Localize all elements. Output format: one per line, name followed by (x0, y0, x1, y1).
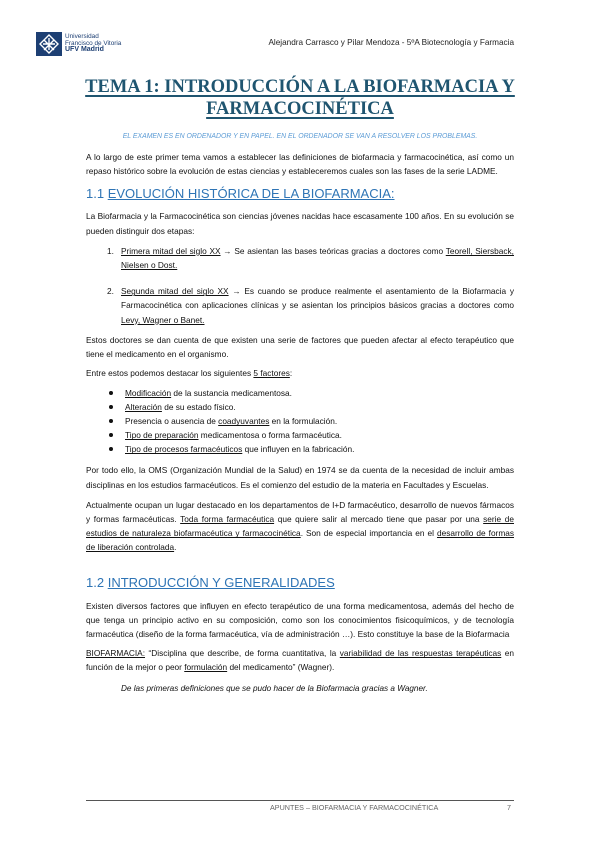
s1-paragraph-3 (86, 366, 514, 380)
underlined-text: formulación (184, 662, 228, 673)
page-number: 7 (507, 803, 511, 812)
text-segment: A lo largo de este primer tema vamos a establecer las definiciones de biofarmacia y farmacocinética, así como un repaso histórico sobre la evolución de estas ciencias y estableceremos cuales son las fases de la serie LADME. (86, 152, 514, 177)
s1-paragraph-1 (86, 209, 514, 237)
text-segment: Actualmente ocupan un lugar destacado en los departamentos de I+D farmacéutico, desarrollo de nuevos fármacos y formas farmacéuticas. (86, 499, 514, 525)
underlined-text: variabilidad de las respuestas terapéuticas (339, 648, 502, 659)
text-segment: en función de la mejor o peor (86, 648, 514, 673)
text-segment: Entre estos podemos destacar los siguientes (86, 368, 254, 379)
list-item-2: 2. Segunda mitad del siglo XX → Es cuando se produce realmente el asentamiento de la Biofarmacia y Farmacocinética con aplicaciones clínicas y se asientan los principios básicos gracias a doctores como Levy, Wagner o Banet. (107, 286, 514, 325)
underlined-text: Primera mitad del siglo XX (121, 245, 221, 256)
factors-list (107, 386, 514, 456)
s2-paragraph-1 (86, 599, 514, 642)
biofarmacia-definition (86, 646, 514, 674)
underlined-text: Toda forma farmacéutica (180, 514, 275, 525)
text-segment: . (174, 542, 177, 553)
underlined-text: BIOFARMACIA: (86, 648, 146, 659)
underlined-text: Modificación (125, 388, 172, 399)
title-line-1: TEMA 1: INTRODUCCIÓN A LA BIOFARMACIA Y (85, 77, 515, 97)
underlined-text: Tipo de procesos farmacéuticos (125, 444, 243, 455)
text-segment: medicamentosa o forma farmacéutica. (198, 430, 342, 441)
page-body (0, 76, 600, 695)
underlined-text: Levy, Wagner o Banet. (121, 314, 205, 325)
s1-paragraph-5 (86, 498, 514, 555)
page-title (0, 76, 600, 120)
header-authors: Alejandra Carrasco y Pilar Mendoza - 5ºA Biotecnología y Farmacia (268, 38, 514, 47)
definition-note: De las primeras definiciones que se pudo hacer de la Biofarmacia gracias a Wagner. (121, 683, 428, 693)
text-segment: → Se asientan las bases teóricas gracias a doctores como (220, 245, 446, 256)
intro-paragraph (86, 150, 514, 178)
bullet-item (107, 400, 514, 414)
university-logo (36, 31, 136, 57)
bullet-item (107, 442, 514, 456)
section-heading-1-2: 1.2 INTRODUCCIÓN Y GENERALIDADES (86, 574, 335, 590)
text-segment: Existen diversos factores que influyen en efecto terapéutico de una forma medicamentosa, además del hecho de que tenga un principio activo en su composición, como son los conocimientos fisicoquímicos, y de tecnología farmacéutica (diseño de la forma farmacéutica, vía de administración …). Esto constituye la base de la Biofarmacia (86, 600, 514, 640)
text-segment: : (289, 368, 293, 379)
underlined-text: coadyuvantes (218, 416, 270, 427)
underlined-text: 5 factores (253, 368, 290, 379)
section-heading-1-1: 1.1 EVOLUCIÓN HISTÓRICA DE LA BIOFARMACIA: (86, 186, 395, 202)
underlined-text: Alteración (125, 402, 162, 413)
logo-line-2: Francisco de Vitoria (65, 39, 122, 47)
text-segment: “Disciplina que describe, de forma cuantitativa, la (145, 648, 340, 659)
underlined-text: Tipo de preparación (125, 430, 199, 441)
bullet-item (107, 428, 514, 442)
bullet-item (107, 414, 514, 428)
underlined-text: Segunda mitad del siglo XX (121, 286, 229, 297)
text-segment: en la formulación. (269, 416, 338, 427)
text-segment: . Son de especial importancia en el (300, 528, 437, 539)
footer-text: APUNTES – BIOFARMACIA Y FARMACOCINÉTICA (270, 803, 439, 812)
bullet-item (107, 386, 514, 400)
underlined-text: Teorell, Siersback, Nielsen o Dost. (121, 245, 514, 271)
list-item-1: 1. Primera mitad del siglo XX → Se asientan las bases teóricas gracias a doctores como Teorell, Siersback, Nielsen o Dost. (107, 245, 514, 271)
text-segment: Estos doctores se dan cuenta de que existen una serie de factores que pueden afectar al efecto terapéutico que tiene el medicamento en el organismo. (86, 334, 514, 360)
text-segment: que quiere salir al mercado tiene que pasar por una (274, 514, 484, 525)
footer-divider (86, 800, 514, 801)
logo-mark-icon (36, 32, 62, 56)
s1-paragraph-4 (86, 463, 514, 491)
logo-line-1: Universidad (65, 33, 99, 41)
text-segment: La Biofarmacia y la Farmacocinética son ciencias jóvenes nacidas hace escasamente 100 años. En su evolución se pueden distinguir dos etapas: (86, 211, 514, 236)
title-line-2: FARMACOCINÉTICA (206, 99, 394, 119)
text-segment: de su estado físico. (161, 402, 236, 413)
text-segment: de la sustancia medicamentosa. (171, 388, 292, 399)
text-segment: del medicamento” (Wagner). (227, 662, 335, 673)
exam-note: EL EXAMEN ES EN ORDENADOR Y EN PAPEL. EN EL ORDENADOR SE VAN A RESOLVER LOS PROBLEMAS. (122, 133, 478, 140)
text-segment: Presencia o ausencia de (125, 416, 219, 427)
text-segment: que influyen en la fabricación. (242, 444, 355, 455)
underlined-text: serie de estudios de naturaleza biofarmacéutica y farmacocinética (86, 514, 514, 539)
s1-paragraph-2 (86, 333, 514, 361)
logo-line-3: UFV Madrid (65, 46, 104, 54)
text-segment: → Es cuando se produce realmente el asentamiento de la Biofarmacia y Farmacocinética con aplicaciones clínicas y se asientan los principios básicos gracias a doctores como (121, 286, 514, 311)
underlined-text: desarrollo de formas de liberación controlada (86, 528, 514, 553)
text-segment: Por todo ello, la OMS (Organización Mundial de la Salud) en 1974 se da cuenta de la necesidad de incluir ambas disciplinas en los estudios farmacéuticos. Es el comienzo del estudio de la materia en Facultades y Escuelas. (86, 465, 514, 490)
